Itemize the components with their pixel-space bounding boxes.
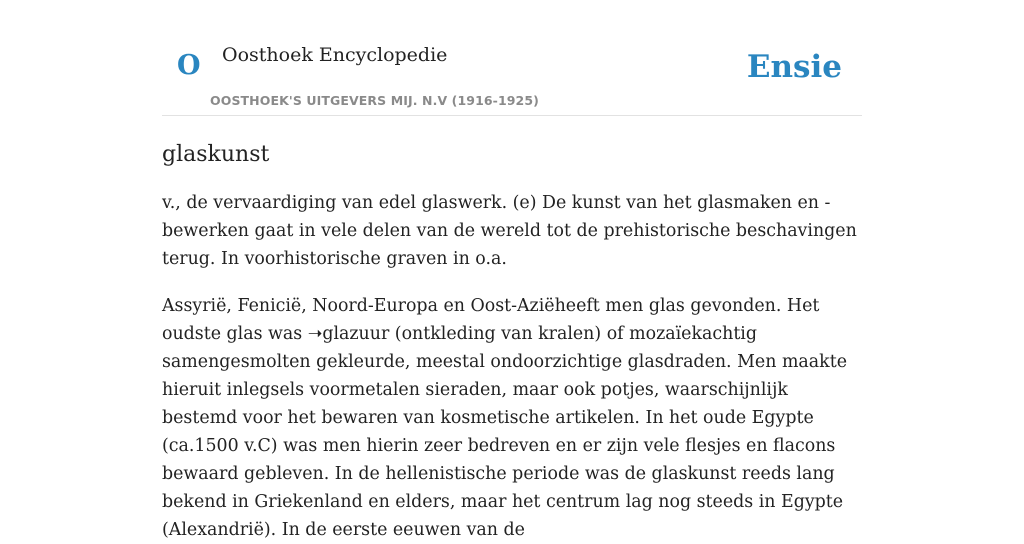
brand-logo-link[interactable]: Ensie [746,49,842,85]
article-headword: glaskunst [162,142,270,167]
article [162,142,862,544]
logo-letter[interactable]: O [177,50,201,81]
page-container [162,0,862,544]
site-header [162,0,862,116]
publisher-label: OOSTHOEK'S UITGEVERS MIJ. N.V (1916-1925) [210,93,539,108]
article-paragraph: Assyrië, Fenicië, Noord-Europa en Oost-Aziëheeft men glas gevonden. Het oudste glas was ➝glazuur (ontkleding van kralen) of mozaïekachtig samengesmolten gekleurde, meestal ondoorzichtige glasdraden. Men maakte hieruit inlegsels voormetalen sieraden, maar ook potjes, waarschijnlijk bestemd voor het bewaren van kosmetische artikelen. In het oude Egypte (ca.1500 v.C) was men hierin zeer bedreven en er zijn vele flesjes en flacons bewaard gebleven. In de hellenistische periode was de glaskunst reeds lang bekend in Griekenland en elders, maar het centrum lag nog steeds in Egypte (Alexandrië). In de eerste eeuwen van de [162,296,847,541]
site-title[interactable]: Oosthoek Encyclopedie [222,44,448,66]
article-paragraph: v., de vervaardiging van edel glaswerk. (e) De kunst van het glasmaken en -bewerken gaat in vele delen van de wereld tot de prehistorische beschavingen terug. In voorhistorische graven in o.a. [162,193,857,270]
